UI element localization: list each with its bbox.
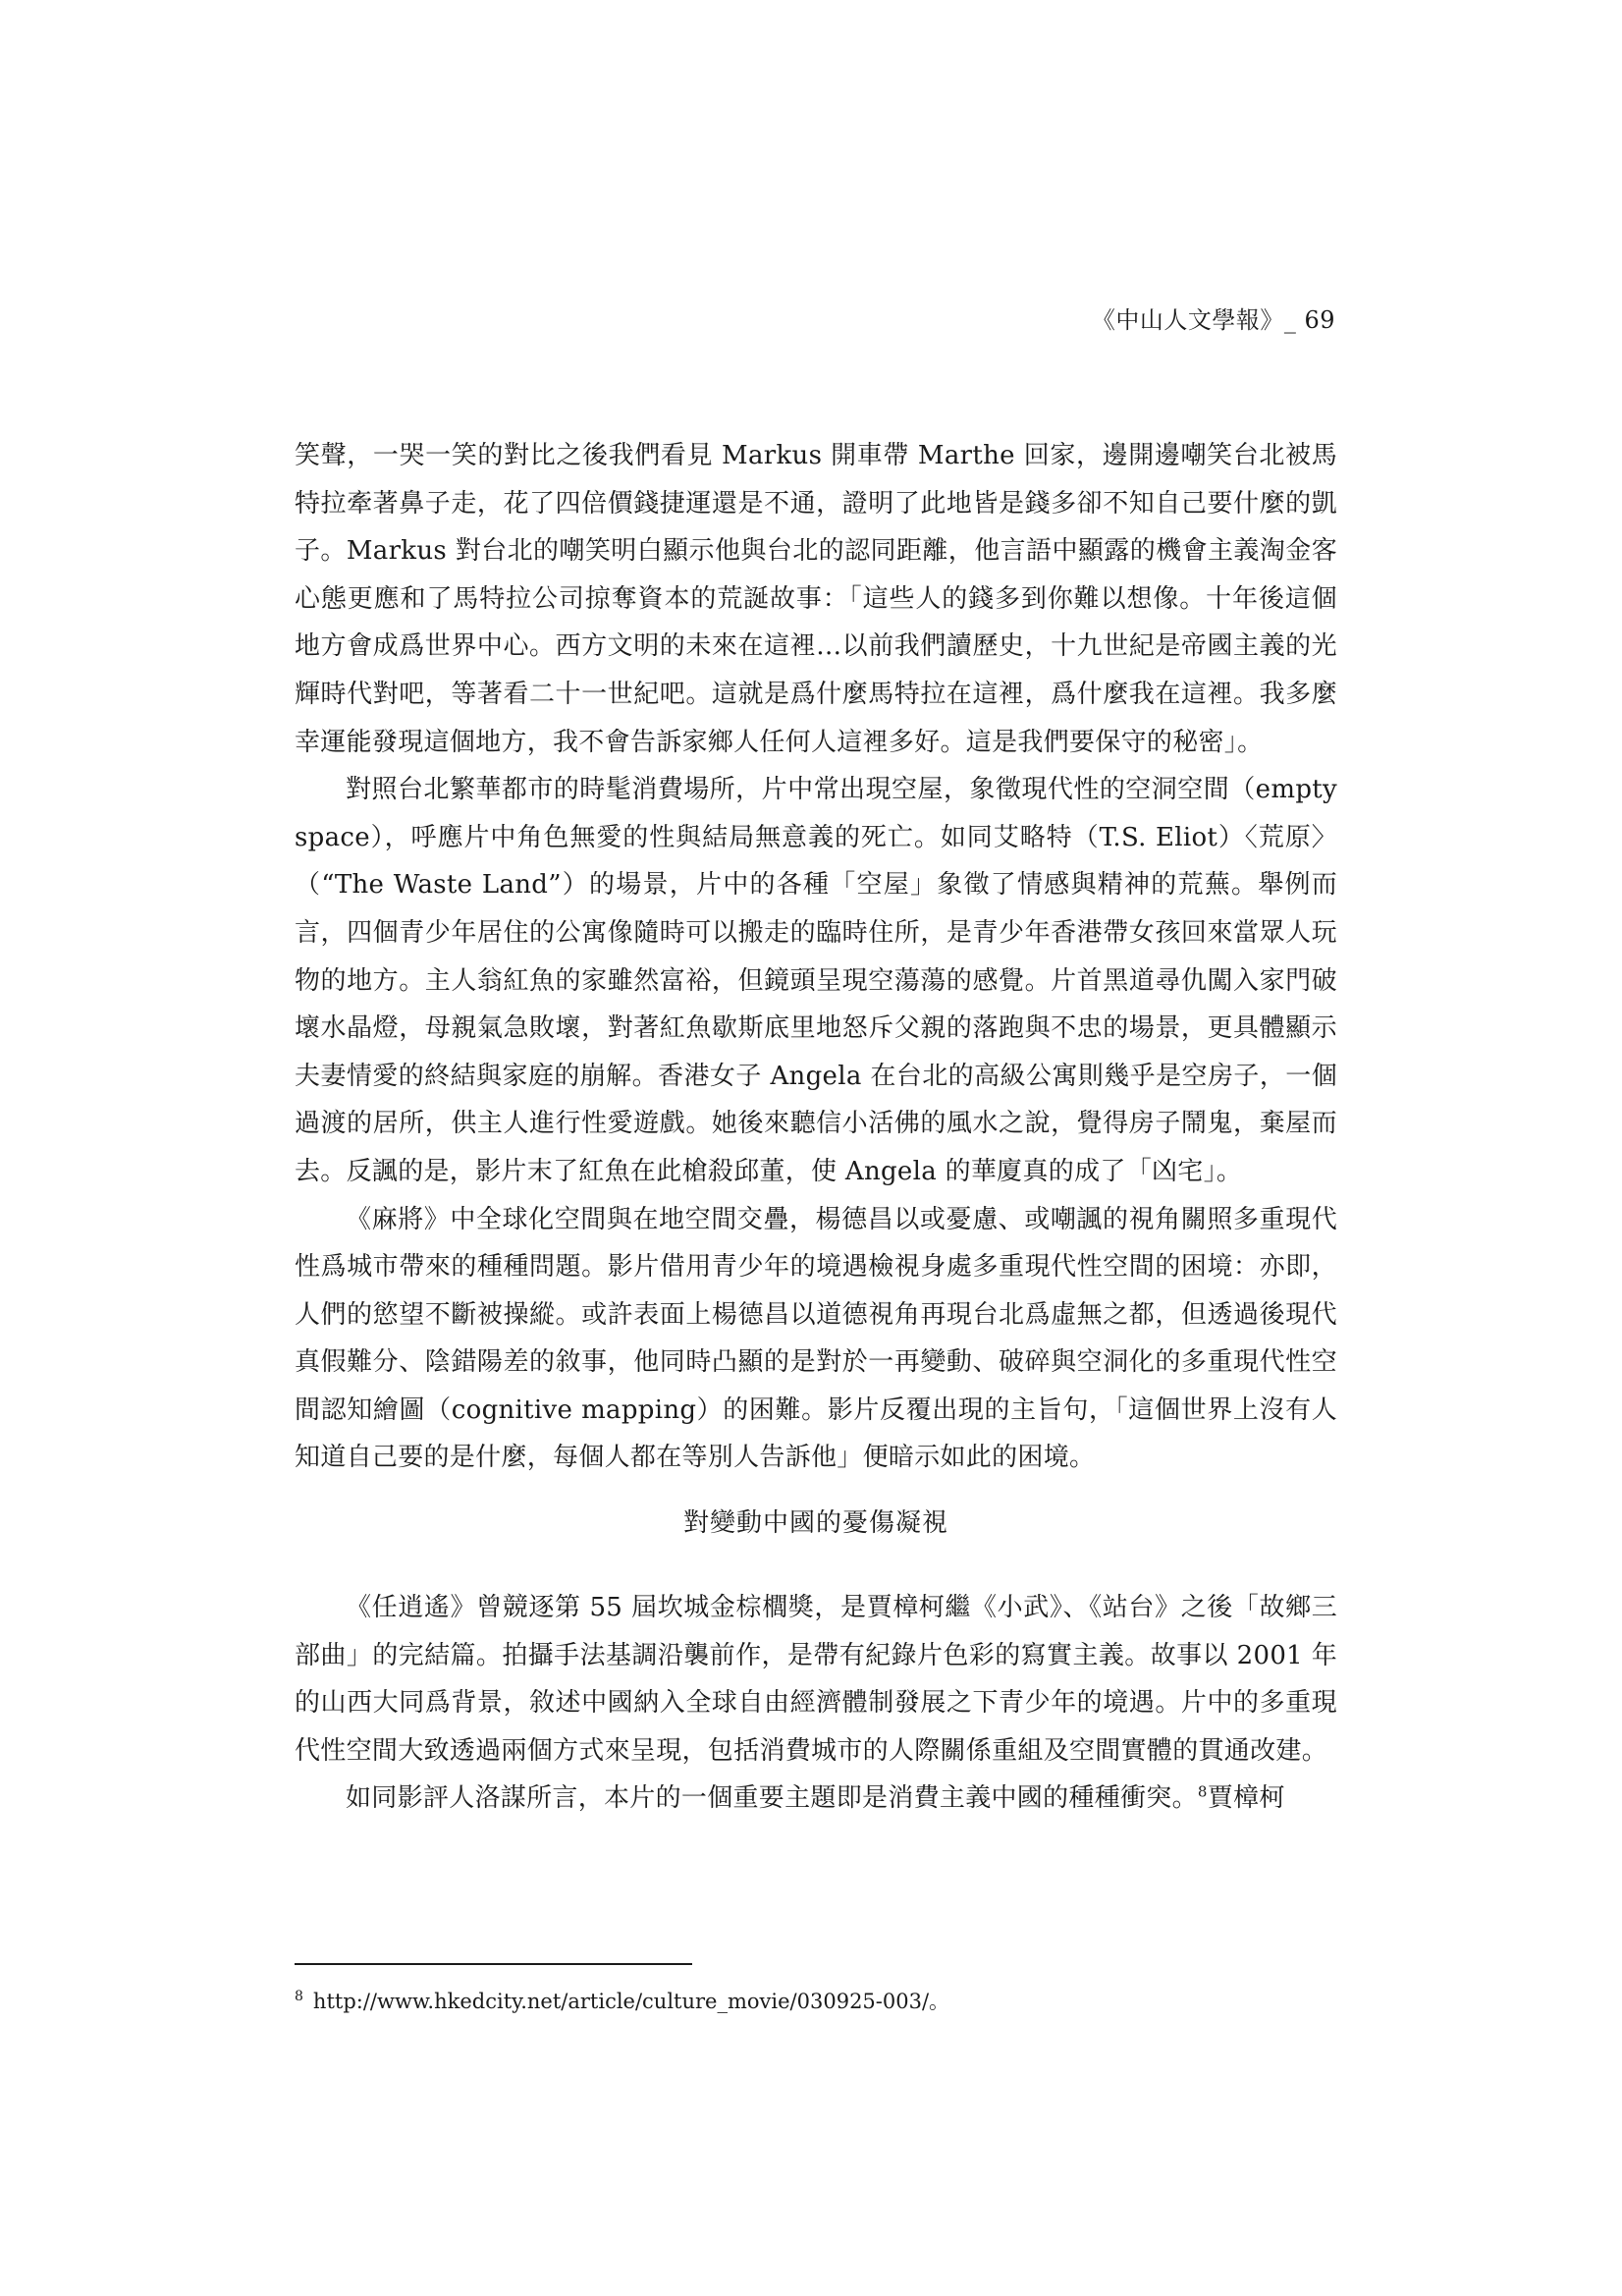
paragraph-text-continued: 賈樟柯 (1207, 1783, 1285, 1814)
section-heading: 對變動中國的憂傷凝視 (682, 1508, 948, 1539)
footnote-reference: 8 (1197, 1782, 1208, 1801)
paragraph-empty-space: 對照台北繁華都市的時髦消費場所，片中常出現空屋，象徵現代性的空洞空間（empty space），呼應片中角色無愛的性與結局無意義的死亡。如同艾略特（T.S. Eliot）〈荒原〉（“The Waste Land”）的場景，片中的各種「空屋」象徵了情感與精神的荒蕪。舉例而言，四個青少年居住的公寓像隨時可以搬走的臨時住所，是青少年香港帶女孩回來當眾人玩物的地方。主人翁紅魚的家雖然富裕，但鏡頭呈現空蕩蕩的感覺。片首黑道尋仇闖入家門破壞水晶燈，母親氣急敗壞，對著紅魚歇斯底里地怒斥父親的落跑與不忠的場景，更具體顯示夫妻情愛的終結與家庭的崩解。香港女子 Angela 在台北的高級公寓則幾乎是空房子，一個過渡的居所，供主人進行性愛遊戲。她後來聽信小活佛的風水之說，覺得房子鬧鬼，棄屋而去。反諷的是，影片末了紅魚在此槍殺邱董，使 Angela 的華廈真的成了「凶宅」。 (295, 775, 1337, 1186)
paragraph-mahjong: 《麻將》中全球化空間與在地空間交疊，楊德昌以或憂慮、或嘲諷的視角關照多重現代性爲城市帶來的種種問題。影片借用青少年的境遇檢視身處多重現代性空間的困境：亦即，人們的慾望不斷被操縱。或許表面上楊德昌以道德視角再現台北爲虛無之都，但透過後現代真假難分、陰錯陽差的敘事，他同時凸顯的是對於一再變動、破碎與空洞化的多重現代性空間認知繪圖（cognitive mapping）的困難。影片反覆出現的主旨句，「這個世界上沒有人知道自己要的是什麼，每個人都在等別人告訴他」便暗示如此的困境。 (295, 1204, 1337, 1473)
paragraph-unknown-pleasures: 《任逍遙》曾競逐第 55 屆坎城金棕櫚獎，是賈樟柯繼《小武》、《站台》之後「故鄉三部曲」的完結篇。拍攝手法基調沿襲前作，是帶有紀錄片色彩的寫實主義。故事以 2001 年的山西大同爲背景，敘述中國納入全球自由經濟體制發展之下青少年的境遇。片中的多重現代性空間大致透過兩個方式來呈現，包括消費城市的人際關係重組及空間實體的貫通改建。 (295, 1593, 1337, 1766)
footnote (295, 1986, 1337, 2017)
paragraph-continued: 笑聲，一哭一笑的對比之後我們看見 Markus 開車帶 Marthe 回家，邊開邊嘲笑台北被馬特拉牽著鼻子走，花了四倍價錢捷運還是不通，證明了此地皆是錢多卻不知自己要什麼的凱子。Markus 對台北的嘲笑明白顯示他與台北的認同距離，他言語中顯露的機會主義淘金客心態更應和了馬特拉公司掠奪資本的荒誕故事：「這些人的錢多到你難以想像。十年後這個地方會成爲世界中心。西方文明的未來在這裡…以前我們讀歷史，十九世紀是帝國主義的光輝時代對吧，等著看二十一世紀吧。這就是爲什麼馬特拉在這裡，爲什麼我在這裡。我多麼幸運能發現這個地方，我不會告訴家鄉人任何人這裡多好。這是我們要保守的秘密」。 (295, 441, 1337, 757)
footnote-mark: 8 (295, 1989, 303, 2004)
footnote-text: http://www.hkedcity.net/article/culture_movie/030925-003/。 (312, 1990, 950, 2013)
running-header: 《中山人文學報》_ 69 (1091, 306, 1335, 334)
body-text (295, 432, 1337, 1823)
paragraph-consumerism (295, 1775, 1337, 1823)
paragraph-text: 如同影評人洛謀所言，本片的一個重要主題即是消費主義中國的種種衝突。 (346, 1783, 1198, 1814)
footnote-divider (295, 1963, 692, 1965)
